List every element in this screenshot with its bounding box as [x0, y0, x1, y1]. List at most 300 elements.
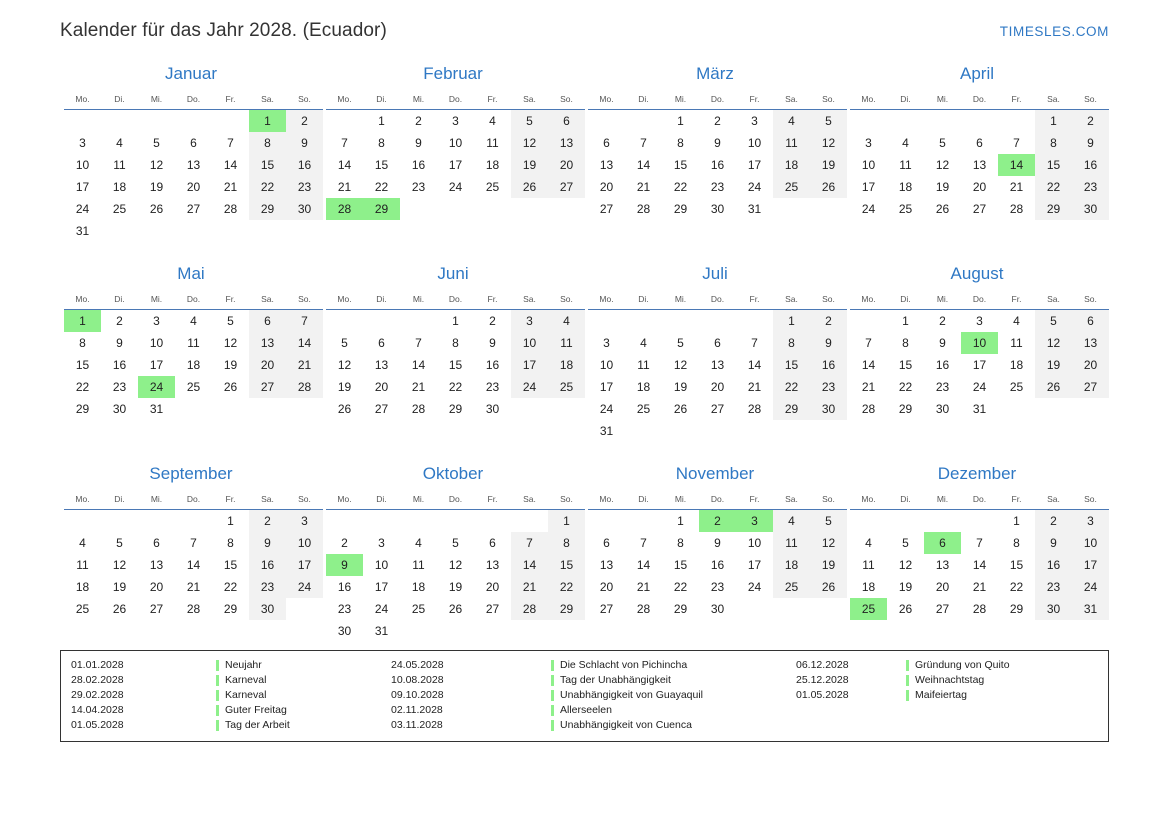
day-cell: 29 [673, 602, 688, 616]
day-cell: 13 [249, 332, 286, 354]
day-cell: 24 [286, 576, 323, 598]
day-cell: 28 [636, 202, 651, 216]
day-cell: 6 [548, 110, 585, 133]
day-cell: 19 [112, 580, 127, 594]
day-cell: 19 [511, 154, 548, 176]
day-cell: 25 [773, 576, 810, 598]
week-row [588, 198, 847, 220]
day-cell: 6 [489, 536, 496, 550]
month-block-februar [322, 64, 584, 242]
day-cell: 14 [337, 158, 352, 172]
week-row [326, 310, 585, 333]
day-cell: 5 [116, 536, 123, 550]
day-cell: 9 [1035, 532, 1072, 554]
weekday-header: Mo. [64, 93, 101, 110]
day-cell: 26 [448, 602, 463, 616]
weekday-header: Di. [625, 493, 662, 510]
day-cell: 12 [511, 132, 548, 154]
day-cell-empty [1072, 398, 1109, 420]
day-cell: 6 [1072, 310, 1109, 333]
day-cell: 15 [898, 358, 913, 372]
day-cell: 16 [286, 154, 323, 176]
month-title: Oktober [422, 464, 484, 483]
day-cell: 27 [186, 202, 201, 216]
day-cell: 21 [636, 580, 651, 594]
day-cell: 26 [112, 602, 127, 616]
weekday-header: Do. [175, 293, 212, 310]
day-cell: 24 [374, 602, 389, 616]
day-cell: 14 [636, 558, 651, 572]
legend-date: 28.02.2028 [71, 674, 124, 686]
weekday-header: So. [548, 293, 585, 310]
week-row [64, 154, 323, 176]
legend-name: Tag der Arbeit [216, 718, 391, 733]
day-cell: 14 [747, 358, 762, 372]
month-block-juli [584, 264, 846, 442]
legend-date: 03.11.2028 [391, 719, 443, 731]
weekday-header: Mo. [64, 293, 101, 310]
day-cell-empty [511, 620, 548, 642]
day-cell: 5 [810, 110, 847, 133]
day-cell: 26 [810, 576, 847, 598]
day-cell: 7 [415, 336, 422, 350]
day-cell: 7 [341, 136, 348, 150]
weekday-header: Do. [437, 293, 474, 310]
week-row [64, 598, 323, 620]
day-cell-empty [474, 510, 511, 533]
day-cell: 12 [673, 358, 688, 372]
day-cell: 2 [1035, 510, 1072, 533]
weekday-header: Di. [887, 93, 924, 110]
week-row [326, 332, 585, 354]
weekday-header: Sa. [249, 293, 286, 310]
weekday-header: Di. [625, 93, 662, 110]
day-cell: 3 [976, 314, 983, 328]
day-cell: 22 [1035, 176, 1072, 198]
day-cell: 11 [76, 558, 89, 572]
day-cell: 20 [599, 180, 614, 194]
day-cell-empty [326, 310, 363, 333]
month-title: Juni [437, 264, 469, 283]
day-cell: 2 [489, 314, 496, 328]
day-cell: 3 [1072, 510, 1109, 533]
day-cell-empty [548, 398, 585, 420]
weekday-header: Di. [101, 93, 138, 110]
day-cell-empty [101, 110, 138, 133]
day-cell-holiday: 3 [736, 510, 773, 533]
month-block-april [846, 64, 1108, 242]
day-cell: 31 [1072, 598, 1109, 620]
day-cell-empty [773, 198, 810, 220]
day-cell: 21 [223, 180, 238, 194]
weekday-header: Fr. [212, 293, 249, 310]
day-cell: 17 [747, 158, 762, 172]
month-table [588, 93, 847, 220]
day-cell: 1 [677, 514, 684, 528]
day-cell: 18 [485, 158, 500, 172]
weekday-header: Di. [887, 293, 924, 310]
weekday-header: Sa. [511, 93, 548, 110]
day-cell: 22 [673, 580, 688, 594]
day-cell-empty [850, 310, 887, 333]
day-cell: 26 [337, 402, 352, 416]
day-cell: 2 [116, 314, 123, 328]
day-cell: 14 [636, 158, 651, 172]
month-title: November [675, 464, 755, 483]
legend-column-dates-1 [71, 658, 216, 733]
day-cell: 26 [223, 380, 238, 394]
legend-name: Allerseelen [551, 703, 796, 718]
day-cell: 8 [677, 536, 684, 550]
legend-date: 01.05.2028 [796, 689, 849, 701]
months-row [60, 464, 1109, 642]
day-cell: 5 [902, 536, 909, 550]
weekday-header: Mo. [326, 93, 363, 110]
day-cell: 20 [935, 580, 950, 594]
day-cell-holiday: 14 [998, 154, 1035, 176]
weekday-header: So. [1072, 493, 1109, 510]
day-cell: 14 [972, 558, 987, 572]
day-cell: 19 [1035, 354, 1072, 376]
day-cell: 4 [116, 136, 123, 150]
months-grid [60, 64, 1109, 664]
day-cell-empty [625, 510, 662, 533]
week-row [326, 176, 585, 198]
day-cell: 8 [902, 336, 909, 350]
day-cell-holiday: 28 [326, 198, 363, 220]
day-cell: 30 [710, 202, 725, 216]
day-cell: 18 [773, 154, 810, 176]
day-cell: 21 [747, 380, 762, 394]
day-cell: 14 [186, 558, 201, 572]
day-cell-empty [64, 510, 101, 533]
day-cell-empty [249, 220, 286, 242]
weekday-header-row [64, 493, 323, 510]
day-cell: 13 [149, 558, 164, 572]
day-cell: 2 [341, 536, 348, 550]
day-cell: 3 [751, 114, 758, 128]
weekday-header: So. [1072, 93, 1109, 110]
day-cell-empty [588, 310, 625, 333]
weekday-header: Fr. [736, 493, 773, 510]
day-cell: 16 [411, 158, 426, 172]
day-cell: 11 [773, 532, 810, 554]
legend-date: 25.12.2028 [796, 674, 849, 686]
weekday-header: So. [810, 293, 847, 310]
month-block-august [846, 264, 1108, 442]
day-cell: 15 [374, 158, 389, 172]
day-cell: 22 [673, 180, 688, 194]
day-cell-empty [286, 598, 323, 620]
day-cell: 17 [448, 158, 463, 172]
day-cell: 20 [710, 380, 725, 394]
day-cell: 5 [677, 336, 684, 350]
month-table [64, 293, 323, 420]
weekday-header: Mi. [924, 293, 961, 310]
weekday-header: So. [286, 293, 323, 310]
day-cell: 31 [374, 624, 389, 638]
month-table [64, 493, 323, 620]
day-cell: 6 [153, 536, 160, 550]
day-cell: 3 [511, 310, 548, 333]
day-cell-empty [212, 398, 249, 420]
day-cell: 19 [898, 580, 913, 594]
day-cell: 19 [223, 358, 238, 372]
day-cell: 8 [452, 336, 459, 350]
weekday-header: Mi. [924, 493, 961, 510]
day-cell: 22 [75, 380, 90, 394]
weekday-header: Fr. [736, 93, 773, 110]
day-cell: 22 [374, 180, 389, 194]
day-cell: 10 [599, 358, 614, 372]
weekday-header: So. [286, 493, 323, 510]
day-cell: 26 [935, 202, 950, 216]
legend-date: 01.05.2028 [71, 719, 124, 731]
day-cell: 27 [710, 402, 725, 416]
weekday-header: Do. [437, 93, 474, 110]
weekday-header: Do. [175, 93, 212, 110]
day-cell: 15 [223, 558, 238, 572]
day-cell: 25 [112, 202, 127, 216]
day-cell: 6 [603, 136, 610, 150]
week-row [850, 398, 1109, 420]
day-cell: 8 [773, 332, 810, 354]
day-cell: 7 [751, 336, 758, 350]
day-cell-empty [998, 398, 1035, 420]
holiday-legend [60, 650, 1109, 742]
day-cell: 24 [972, 380, 987, 394]
weekday-header: Fr. [474, 493, 511, 510]
month-title: April [959, 64, 994, 83]
day-cell: 3 [79, 136, 86, 150]
day-cell: 23 [485, 380, 500, 394]
day-cell-empty [175, 220, 212, 242]
day-cell: 31 [972, 402, 987, 416]
day-cell-holiday: 25 [850, 598, 887, 620]
day-cell-empty [773, 598, 810, 620]
day-cell-empty [588, 110, 625, 133]
week-row [850, 532, 1109, 554]
day-cell: 12 [223, 336, 238, 350]
day-cell: 1 [902, 314, 909, 328]
day-cell: 3 [153, 314, 160, 328]
week-row [588, 376, 847, 398]
weekday-header: Mi. [662, 493, 699, 510]
day-cell-empty [625, 310, 662, 333]
day-cell: 28 [286, 376, 323, 398]
day-cell-holiday: 2 [699, 510, 736, 533]
week-row [850, 554, 1109, 576]
legend-date: 24.05.2028 [391, 659, 444, 671]
day-cell: 23 [411, 180, 426, 194]
day-cell: 9 [1072, 132, 1109, 154]
week-row [588, 132, 847, 154]
legend-date: 14.04.2028 [71, 704, 124, 716]
weekday-header: Mo. [588, 293, 625, 310]
months-row [60, 264, 1109, 442]
day-cell: 22 [898, 380, 913, 394]
week-row [850, 310, 1109, 333]
month-title: März [696, 64, 734, 83]
day-cell: 10 [286, 532, 323, 554]
day-cell: 13 [374, 358, 389, 372]
weekday-header: Sa. [773, 293, 810, 310]
day-cell: 18 [112, 180, 127, 194]
day-cell: 10 [448, 136, 463, 150]
day-cell-empty [64, 110, 101, 133]
day-cell: 29 [1009, 602, 1024, 616]
day-cell: 28 [636, 602, 651, 616]
week-row [588, 332, 847, 354]
day-cell-empty [810, 598, 847, 620]
day-cell: 17 [1072, 554, 1109, 576]
day-cell: 5 [341, 336, 348, 350]
day-cell: 3 [452, 114, 459, 128]
day-cell: 10 [149, 336, 164, 350]
week-row [64, 132, 323, 154]
day-cell: 24 [448, 180, 463, 194]
months-row [60, 64, 1109, 242]
day-cell: 30 [112, 402, 127, 416]
month-table [588, 293, 847, 442]
day-cell-holiday: 10 [961, 332, 998, 354]
month-table [850, 493, 1109, 620]
day-cell: 10 [1072, 532, 1109, 554]
day-cell: 24 [747, 580, 762, 594]
day-cell: 18 [636, 380, 651, 394]
day-cell: 7 [227, 136, 234, 150]
day-cell: 16 [337, 580, 352, 594]
day-cell: 5 [511, 110, 548, 133]
weekday-header: Sa. [773, 93, 810, 110]
day-cell: 20 [1072, 354, 1109, 376]
weekday-header-row [326, 93, 585, 110]
legend-name: Weihnachtstag [906, 673, 1091, 688]
weekday-header: Mi. [662, 93, 699, 110]
day-cell: 8 [79, 336, 86, 350]
legend-name: Guter Freitag [216, 703, 391, 718]
day-cell: 4 [640, 336, 647, 350]
legend-date: 09.10.2028 [391, 689, 444, 701]
weekday-header: Do. [437, 493, 474, 510]
day-cell: 14 [511, 554, 548, 576]
day-cell: 4 [902, 136, 909, 150]
day-cell-empty [736, 420, 773, 442]
weekday-header-row [850, 293, 1109, 310]
day-cell: 29 [898, 402, 913, 416]
day-cell: 9 [714, 136, 721, 150]
weekday-header: Fr. [998, 493, 1035, 510]
weekday-header: Mo. [64, 493, 101, 510]
day-cell: 21 [972, 580, 987, 594]
day-cell: 2 [249, 510, 286, 533]
week-row [850, 354, 1109, 376]
day-cell-empty [736, 598, 773, 620]
day-cell: 23 [286, 176, 323, 198]
weekday-header: Fr. [998, 293, 1035, 310]
day-cell: 27 [1072, 376, 1109, 398]
weekday-header: Fr. [212, 493, 249, 510]
weekday-header-row [588, 493, 847, 510]
day-cell: 19 [149, 180, 164, 194]
day-cell: 24 [599, 402, 614, 416]
month-block-september [60, 464, 322, 642]
day-cell: 6 [190, 136, 197, 150]
week-row [850, 110, 1109, 133]
week-row [326, 110, 585, 133]
day-cell-empty [625, 110, 662, 133]
day-cell: 27 [548, 176, 585, 198]
day-cell: 13 [485, 558, 500, 572]
day-cell: 29 [448, 402, 463, 416]
brand-link[interactable]: TIMESLES.COM [999, 24, 1109, 39]
day-cell: 11 [1010, 336, 1023, 350]
day-cell: 7 [286, 310, 323, 333]
day-cell: 27 [249, 376, 286, 398]
day-cell: 23 [810, 376, 847, 398]
day-cell: 30 [1035, 598, 1072, 620]
day-cell: 28 [223, 202, 238, 216]
legend-name: Unabhängigkeit von Cuenca [551, 718, 796, 733]
week-row [588, 598, 847, 620]
day-cell-empty [400, 198, 437, 220]
day-cell-empty [138, 510, 175, 533]
weekday-header: So. [810, 493, 847, 510]
day-cell: 7 [640, 136, 647, 150]
day-cell: 21 [337, 180, 352, 194]
day-cell: 21 [861, 380, 876, 394]
day-cell: 6 [603, 536, 610, 550]
day-cell-empty [175, 510, 212, 533]
day-cell: 1 [452, 314, 459, 328]
week-row [850, 510, 1109, 533]
legend-name: Neujahr [216, 658, 391, 673]
legend-column-names-1 [216, 658, 391, 733]
day-cell: 15 [548, 554, 585, 576]
weekday-header: Do. [961, 293, 998, 310]
day-cell: 17 [861, 180, 876, 194]
day-cell: 11 [187, 336, 200, 350]
month-title: Mai [177, 264, 205, 283]
legend-date: 29.02.2028 [71, 689, 124, 701]
week-row [64, 110, 323, 133]
month-table [326, 293, 585, 420]
day-cell: 16 [112, 358, 127, 372]
legend-column-dates-2 [391, 658, 551, 733]
weekday-header: Mi. [138, 293, 175, 310]
day-cell-empty [887, 110, 924, 133]
day-cell: 13 [599, 558, 614, 572]
day-cell: 4 [79, 536, 86, 550]
day-cell: 22 [773, 376, 810, 398]
month-block-november [584, 464, 846, 642]
day-cell: 3 [603, 336, 610, 350]
week-row [64, 510, 323, 533]
month-title: Februar [423, 64, 483, 83]
day-cell: 10 [511, 332, 548, 354]
day-cell-empty [138, 220, 175, 242]
week-row [64, 376, 323, 398]
month-title: September [149, 464, 233, 483]
day-cell: 16 [1035, 554, 1072, 576]
legend-name: Karneval [216, 673, 391, 688]
day-cell: 18 [898, 180, 913, 194]
day-cell-empty [548, 620, 585, 642]
day-cell-empty [286, 220, 323, 242]
day-cell-empty [773, 420, 810, 442]
week-row [850, 198, 1109, 220]
day-cell-empty [588, 510, 625, 533]
